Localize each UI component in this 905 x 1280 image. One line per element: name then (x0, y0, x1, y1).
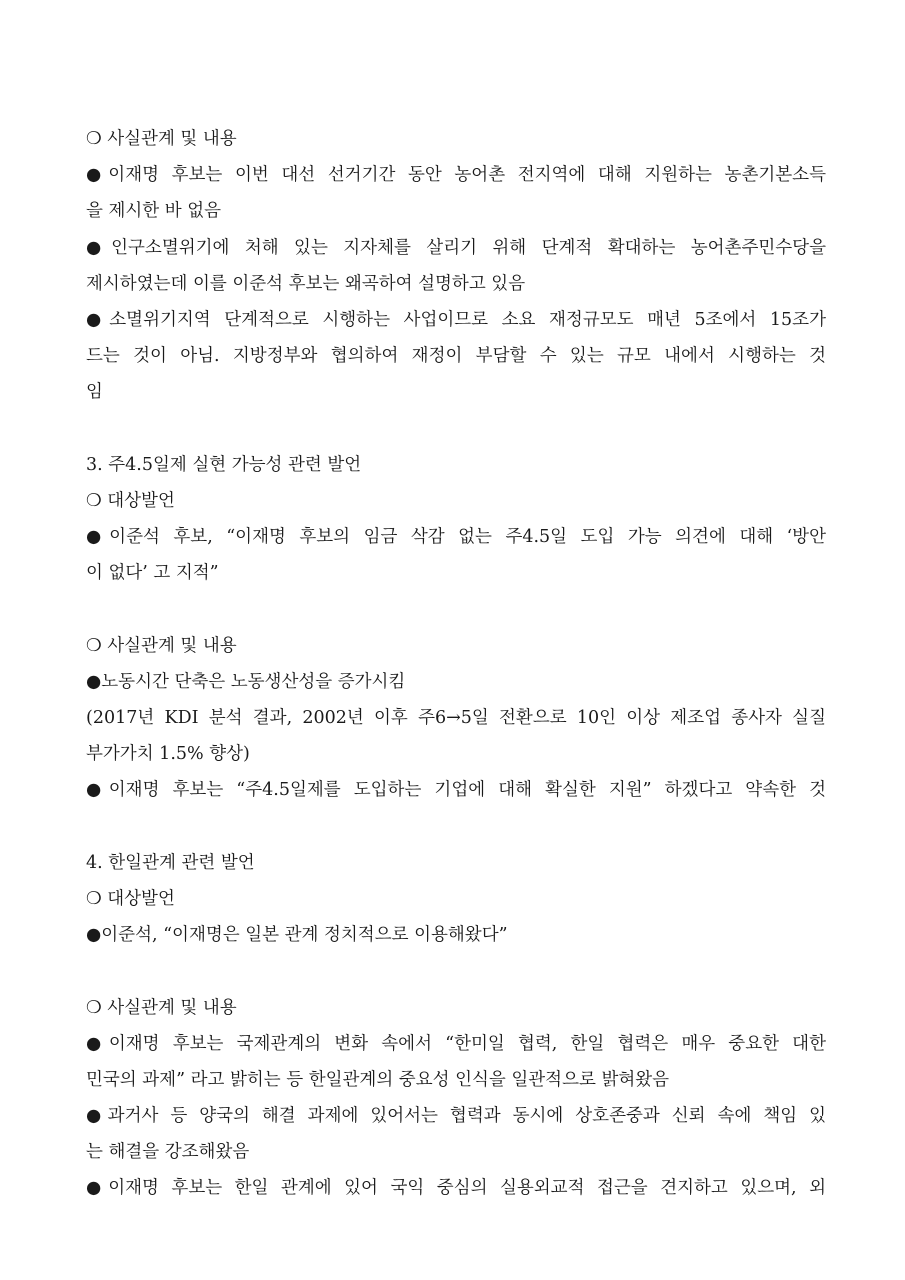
bullet-text-continued: 이 없다’ 고 지적” (86, 563, 219, 584)
subheading-target-statement: ❍ 대상발언 (86, 888, 175, 909)
document-body (86, 121, 826, 1207)
note-text: (2017년 KDI 분석 결과, 2002년 이후 주6→5일 전환으로 10인 이상 제조업 종사자 실질 (86, 708, 826, 728)
bullet-text-continued: 는 해결을 강조해왔음 (86, 1142, 250, 1163)
bullet-text: ●이재명 후보는 한일 관계에 있어 국익 중심의 실용외교적 접근을 견지하고 있으며, 외 (86, 1178, 826, 1199)
subheading-target-statement: ❍ 대상발언 (86, 490, 175, 511)
section-facts-korea-japan (86, 990, 826, 1207)
subheading-facts: ❍ 사실관계 및 내용 (86, 129, 237, 149)
bullet-text-continued: 을 제시한 바 없음 (86, 201, 222, 222)
bullet-text: ●이재명 후보는 국제관계의 변화 속에서 “한미일 협력, 한일 협력은 매우 중요한 대한 (86, 1033, 826, 1054)
subheading-facts: ❍ 사실관계 및 내용 (86, 635, 237, 656)
section-facts-basic-income (86, 121, 826, 411)
bullet-text: ●이재명 후보는 “주4.5일제를 도입하는 기업에 대해 확실한 지원” 하겠다고 약속한 것 (86, 780, 826, 801)
section-spacer (86, 953, 826, 989)
section-heading: 4. 한일관계 관련 발언 (86, 852, 255, 873)
bullet-text: ●소멸위기지역 단계적으로 시행하는 사업이므로 소요 재정규모도 매년 5조에서 15조가 (86, 309, 826, 330)
bullet-text-continued: 임 (86, 382, 103, 403)
bullet-text: ●이준석 후보, “이재명 후보의 임금 삭감 없는 주4.5일 도입 가능 의견에 대해 ‘방안 (86, 527, 826, 548)
section-4-5-day-week (86, 447, 826, 592)
section-heading: 3. 주4.5일제 실현 가능성 관련 발언 (86, 454, 362, 475)
bullet-text-continued: 제시하였는데 이를 이준석 후보는 왜곡하여 설명하고 있음 (86, 273, 526, 294)
bullet-text: ●이준석, “이재명은 일본 관계 정치적으로 이용해왔다” (86, 925, 508, 946)
section-spacer (86, 591, 826, 627)
bullet-text: ●이재명 후보는 이번 대선 선거기간 동안 농어촌 전지역에 대해 지원하는 농촌기본소득 (86, 165, 826, 186)
section-spacer (86, 809, 826, 845)
section-korea-japan (86, 845, 826, 954)
subheading-facts: ❍ 사실관계 및 내용 (86, 997, 237, 1018)
bullet-text-continued: 드는 것이 아님. 지방정부와 협의하여 재정이 부담할 수 있는 규모 내에서 시행하는 것 (86, 346, 826, 367)
bullet-text: ●노동시간 단축은 노동생산성을 증가시킴 (86, 671, 406, 692)
note-text-continued: 부가가치 1.5% 향상) (86, 744, 250, 765)
section-facts-4-5-day-week (86, 628, 826, 809)
bullet-text-continued: 민국의 과제” 라고 밝히는 등 한일관계의 중요성 인식을 일관적으로 밝혀왔음 (86, 1069, 670, 1090)
section-spacer (86, 411, 826, 447)
bullet-text: ●과거사 등 양국의 해결 과제에 있어서는 협력과 동시에 상호존중과 신뢰 속에 책임 있 (86, 1106, 826, 1127)
bullet-text: ●인구소멸위기에 처해 있는 지자체를 살리기 위해 단계적 확대하는 농어촌주민수당을 (86, 237, 826, 258)
